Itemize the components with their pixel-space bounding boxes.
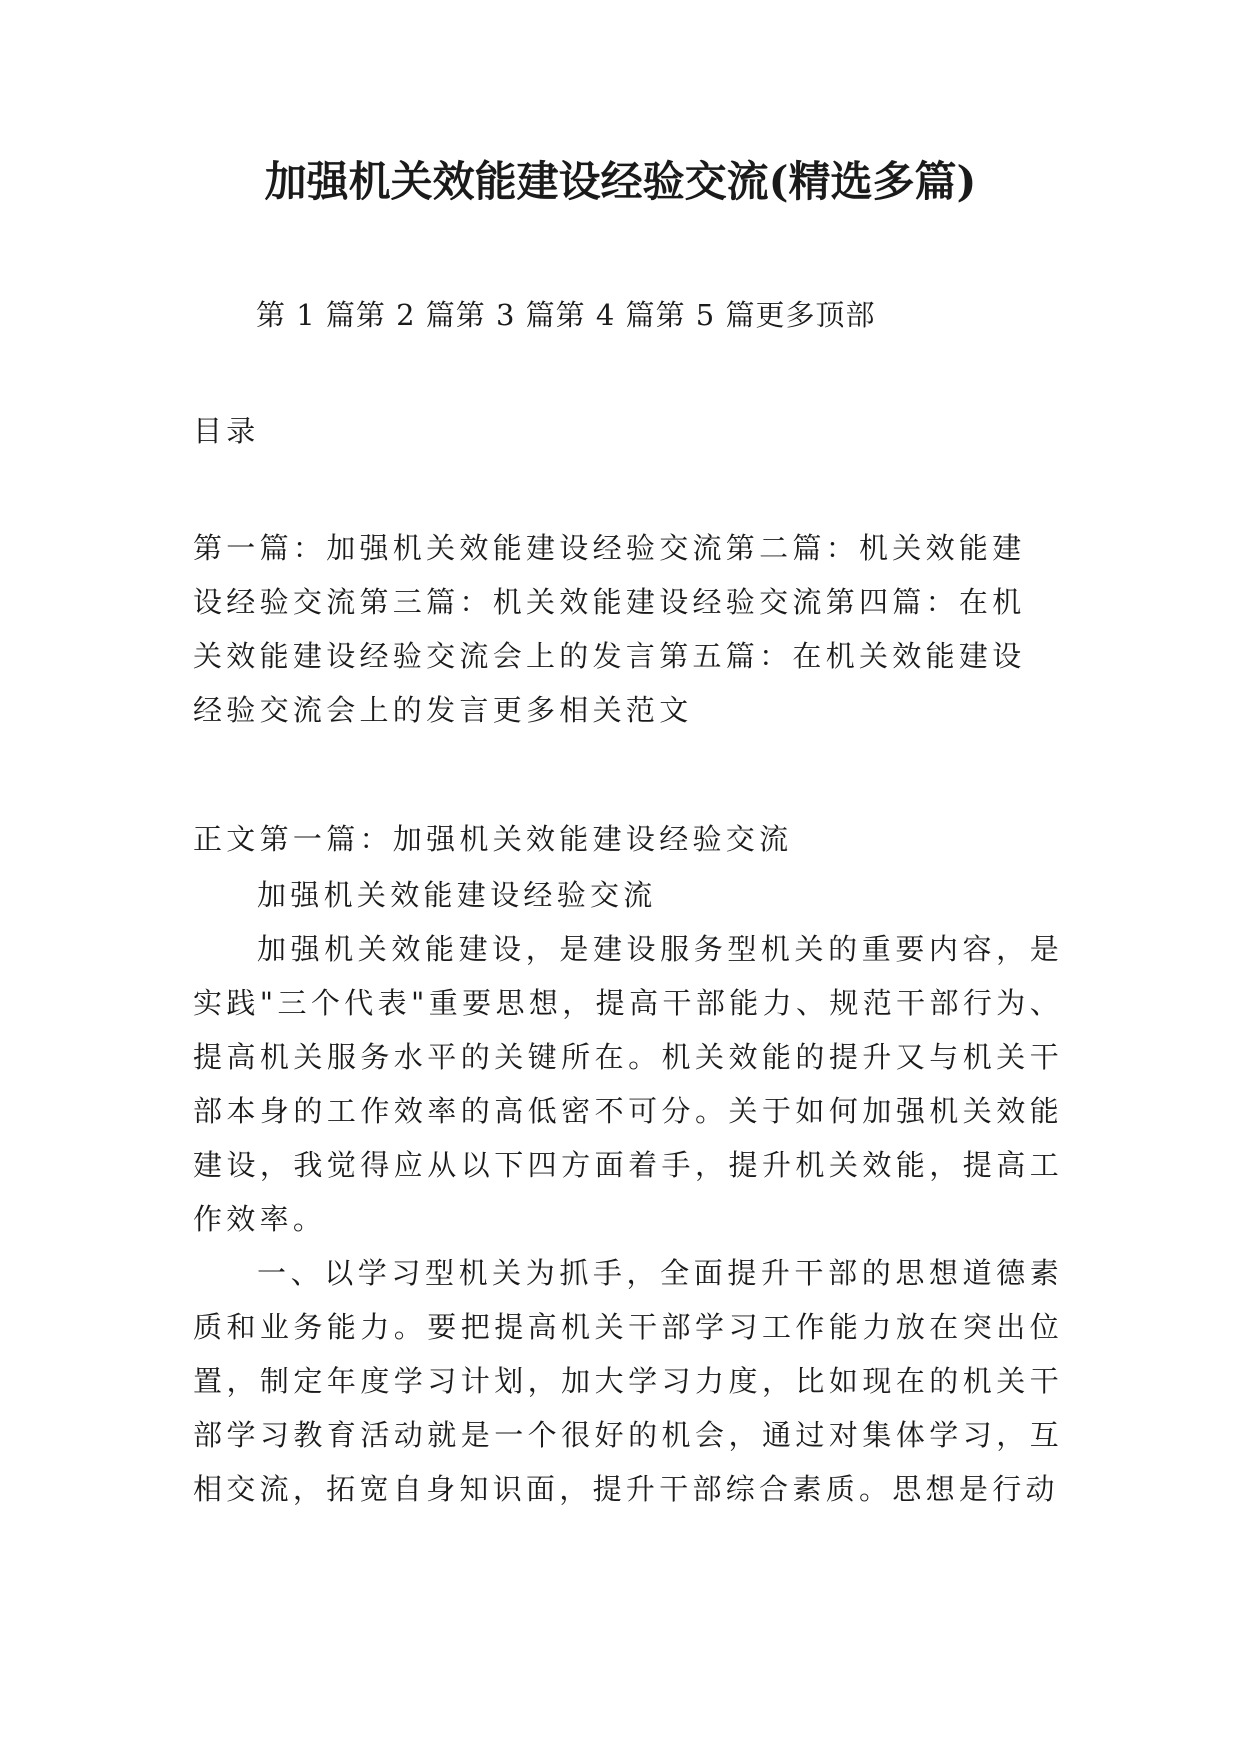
nav-link-part-1[interactable]: 第 1 篇 <box>256 298 356 332</box>
section-nav <box>256 289 875 341</box>
nav-link-top[interactable]: 顶部 <box>815 298 876 332</box>
nav-link-more[interactable]: 更多 <box>755 298 816 332</box>
main-section-heading: 正文第一篇：加强机关效能建设经验交流 <box>193 822 793 856</box>
nav-link-part-5[interactable]: 第 5 篇 <box>655 298 756 332</box>
article-paragraph: 一、以学习型机关为抓手，全面提升干部的思想道德素质和业务能力。要把提高机关干部学习工作能力放在突出位置，制定年度学习计划，加大学习力度，比如现在的机关干部学习教育活动就是一个很好的机会，通过对集体学习，互相交流，拓宽自身知识面，提升干部综合素质。思想是行动 <box>193 1256 1063 1506</box>
article-subtitle: 加强机关效能建设经验交流 <box>257 878 657 912</box>
toc-list: 第一篇：加强机关效能建设经验交流第二篇：机关效能建设经验交流第三篇：机关效能建设经验交流第四篇：在机关效能建设经验交流会上的发言第五篇：在机关效能建设经验交流会上的发言更多相关范文 <box>193 531 1026 727</box>
article-body <box>193 868 1063 1516</box>
document-title: 加强机关效能建设经验交流(精选多篇) <box>264 157 977 206</box>
article-paragraph: 加强机关效能建设，是建设服务型机关的重要内容，是实践"三个代表"重要思想，提高干部能力、规范干部行为、提高机关服务水平的关键所在。机关效能的提升又与机关干部本身的工作效率的高低密不可分。关于如何加强机关效能建设，我觉得应从以下四方面着手，提升机关效能，提高工作效率。 <box>193 932 1063 1236</box>
nav-link-part-4[interactable]: 第 4 篇 <box>555 298 656 332</box>
toc-heading: 目录 <box>193 414 260 448</box>
nav-link-part-3[interactable]: 第 3 篇 <box>455 298 556 332</box>
nav-link-part-2[interactable]: 第 2 篇 <box>355 298 456 332</box>
